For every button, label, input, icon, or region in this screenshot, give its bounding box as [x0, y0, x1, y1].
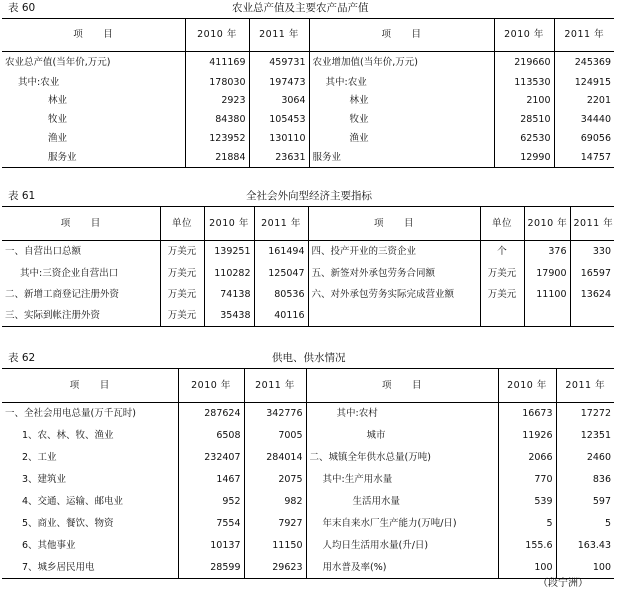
table-62-title: 供电、供水情况 [272, 352, 346, 364]
table-row [2, 52, 614, 74]
header-2011: 2011 年 [570, 207, 614, 241]
cell-2011: 105453 [249, 111, 309, 130]
cell-2011: 130110 [249, 130, 309, 149]
cell-2010: 2923 [185, 92, 249, 111]
header-item: 项 目 [2, 207, 160, 241]
table-61 [2, 206, 614, 327]
row-item: 2、工业 [2, 447, 178, 469]
cell-2010: 7554 [178, 513, 244, 535]
row-item: 二、城镇全年供水总量(万吨) [306, 447, 498, 469]
cell-2010: 155.6 [498, 535, 556, 557]
cell-2011: 13624 [580, 289, 611, 301]
cell-2011: 29623 [244, 557, 306, 579]
cell-2011: 982 [244, 491, 306, 513]
cell-2011: 3064 [249, 92, 309, 111]
table-row [2, 130, 614, 149]
cell-2011: 69056 [580, 133, 611, 145]
cell-2011: 2201 [586, 95, 611, 107]
row-item: 服务业 [309, 149, 494, 168]
cell-2011: 14757 [554, 149, 614, 168]
table-row [2, 513, 614, 535]
table-60-title: 农业总产值及主要农产品产值 [232, 2, 369, 14]
header-2011: 2011 年 [244, 369, 306, 403]
cell-2010: 287624 [178, 403, 244, 425]
cell-2011: 459731 [249, 52, 309, 74]
row-item: 其中:生产用水量 [306, 469, 498, 491]
cell-2010: 35438 [204, 306, 254, 327]
row-item: 服务业 [2, 149, 185, 168]
cell-2011: 124915 [574, 76, 611, 88]
row-item: 3、建筑业 [2, 469, 178, 491]
cell-unit: 万美元 [480, 285, 524, 306]
cell-2010: 1467 [178, 469, 244, 491]
table-62 [2, 368, 614, 579]
cell-2011: 836 [592, 473, 611, 485]
header-item: 项 目 [2, 369, 178, 403]
header-2011: 2011 年 [554, 19, 614, 52]
table-row [2, 557, 614, 579]
table-row [2, 469, 614, 491]
row-item: 人均日生活用水量(升/日) [306, 535, 498, 557]
source-attribution: （段宁洲） [538, 578, 588, 589]
cell-2011: 16597 [580, 267, 611, 279]
row-item: 一、全社会用电总量(万千瓦时) [2, 403, 178, 425]
cell-2010: 74138 [204, 285, 254, 306]
cell-2010: 100 [498, 557, 556, 579]
table-62-label: 表 62 [8, 352, 36, 364]
row-item: 7、城乡居民用电 [2, 557, 178, 579]
table-row [2, 263, 614, 285]
table-row [2, 92, 614, 111]
cell-2010: 139251 [204, 241, 254, 263]
header-2011: 2011 年 [254, 207, 308, 241]
table-row [2, 285, 614, 306]
cell-2011: 2075 [244, 469, 306, 491]
row-item: 农业增加值(当年价,万元) [309, 52, 494, 74]
cell-2011: 330 [592, 246, 611, 257]
header-unit: 单位 [160, 207, 204, 241]
cell-2011: 23631 [249, 149, 309, 168]
header-2010: 2010 年 [204, 207, 254, 241]
cell-unit: 万美元 [160, 306, 204, 327]
cell-2011: 245369 [574, 57, 611, 68]
cell-2011: 80536 [254, 285, 308, 306]
header-item: 项 目 [2, 19, 185, 52]
cell-2011: 40116 [254, 306, 308, 327]
cell-2010: 5 [498, 513, 556, 535]
row-item: 其中:农业 [2, 74, 185, 92]
table-header-row [2, 369, 614, 403]
row-item: 5、商业、餐饮、物资 [2, 513, 178, 535]
row-item: 其中:农村 [306, 403, 498, 425]
row-item: 一、自营出口总额 [2, 241, 160, 263]
cell-2010: 84380 [185, 111, 249, 130]
header-item: 项 目 [308, 207, 480, 241]
cell-2011: 161494 [254, 241, 308, 263]
cell-2010: 178030 [185, 74, 249, 92]
row-item: 牧业 [309, 111, 494, 130]
cell-2010: 2066 [498, 447, 556, 469]
cell-2011: 100 [556, 557, 614, 579]
row-item: 二、新增工商登记注册外资 [2, 285, 160, 306]
row-item: 牧业 [2, 111, 185, 130]
header-item: 项 目 [309, 19, 494, 52]
cell-2010: 232407 [178, 447, 244, 469]
table-row [2, 74, 614, 92]
row-item: 城市 [306, 425, 498, 447]
header-item: 项 目 [306, 369, 498, 403]
table-row [2, 447, 614, 469]
table-row [2, 403, 614, 425]
cell-2010: 16673 [498, 403, 556, 425]
cell-unit: 个 [480, 241, 524, 263]
cell-2010: 770 [498, 469, 556, 491]
header-2010: 2010 年 [498, 369, 556, 403]
header-unit: 单位 [480, 207, 524, 241]
row-item: 渔业 [309, 130, 494, 149]
cell-2010: 11100 [524, 285, 570, 306]
cell-unit: 万美元 [160, 263, 204, 285]
row-item: 其中:三资企业自营出口 [2, 263, 160, 285]
header-2011: 2011 年 [249, 19, 309, 52]
cell-2010: 952 [178, 491, 244, 513]
table-61-title: 全社会外向型经济主要指标 [246, 190, 372, 202]
cell-2010: 219660 [494, 52, 554, 74]
cell-2010: 6508 [178, 425, 244, 447]
cell-2010: 123952 [185, 130, 249, 149]
cell-2010: 21884 [185, 149, 249, 168]
cell-2011: 34440 [580, 114, 611, 126]
cell-2011: 342776 [244, 403, 306, 425]
cell-2010: 539 [498, 491, 556, 513]
cell-2010 [524, 306, 570, 327]
cell-2011: 2460 [586, 451, 611, 463]
cell-2010: 376 [524, 241, 570, 263]
cell-2010: 411169 [185, 52, 249, 74]
row-item [308, 306, 480, 327]
cell-2011 [570, 306, 614, 327]
cell-2011: 11150 [244, 535, 306, 557]
cell-2010: 11926 [498, 425, 556, 447]
cell-2010: 62530 [494, 130, 554, 149]
table-60-label: 表 60 [8, 2, 36, 14]
cell-2011: 197473 [249, 74, 309, 92]
row-item: 渔业 [2, 130, 185, 149]
cell-2011: 7927 [244, 513, 306, 535]
row-item: 林业 [2, 92, 185, 111]
cell-2011: 163.43 [577, 539, 611, 551]
cell-2010: 12990 [494, 149, 554, 168]
cell-2011: 12351 [580, 429, 611, 441]
row-item: 用水普及率(%) [306, 557, 498, 579]
table-60 [2, 18, 614, 168]
row-item: 其中:农业 [309, 74, 494, 92]
cell-unit: 万美元 [160, 241, 204, 263]
row-item: 林业 [309, 92, 494, 111]
table-row [2, 111, 614, 130]
header-2010: 2010 年 [185, 19, 249, 52]
header-2010: 2010 年 [524, 207, 570, 241]
cell-2011: 284014 [244, 447, 306, 469]
row-item: 农业总产值(当年价,万元) [2, 52, 185, 74]
cell-2010: 110282 [204, 263, 254, 285]
table-row [2, 535, 614, 557]
cell-2011: 17272 [580, 408, 611, 419]
cell-2010: 113530 [494, 74, 554, 92]
row-item: 年末自来水厂生产能力(万吨/日) [306, 513, 498, 535]
cell-unit: 万美元 [480, 263, 524, 285]
header-2010: 2010 年 [178, 369, 244, 403]
row-item: 生活用水量 [306, 491, 498, 513]
cell-2010: 2100 [494, 92, 554, 111]
cell-2010: 28510 [494, 111, 554, 130]
row-item: 6、其他事业 [2, 535, 178, 557]
cell-unit: 万美元 [160, 285, 204, 306]
cell-unit [480, 306, 524, 327]
cell-2011: 597 [592, 495, 611, 507]
table-row [2, 241, 614, 263]
cell-2010: 10137 [178, 535, 244, 557]
row-item: 1、农、林、牧、渔业 [2, 425, 178, 447]
cell-2011: 7005 [244, 425, 306, 447]
cell-2011: 5 [604, 517, 611, 529]
row-item: 四、投产开业的三资企业 [308, 241, 480, 263]
table-row [2, 491, 614, 513]
cell-2011: 125047 [254, 263, 308, 285]
row-item: 六、对外承包劳务实际完成营业额 [308, 285, 480, 306]
table-row [2, 425, 614, 447]
table-row [2, 306, 614, 327]
row-item: 4、交通、运输、邮电业 [2, 491, 178, 513]
table-61-label: 表 61 [8, 190, 36, 202]
table-header-row [2, 19, 614, 52]
header-2011: 2011 年 [556, 369, 614, 403]
cell-2010: 17900 [524, 263, 570, 285]
header-2010: 2010 年 [494, 19, 554, 52]
row-item: 五、新签对外承包劳务合同额 [308, 263, 480, 285]
row-item: 三、实际到帐注册外资 [2, 306, 160, 327]
cell-2010: 28599 [178, 557, 244, 579]
table-header-row [2, 207, 614, 241]
table-row [2, 149, 614, 168]
